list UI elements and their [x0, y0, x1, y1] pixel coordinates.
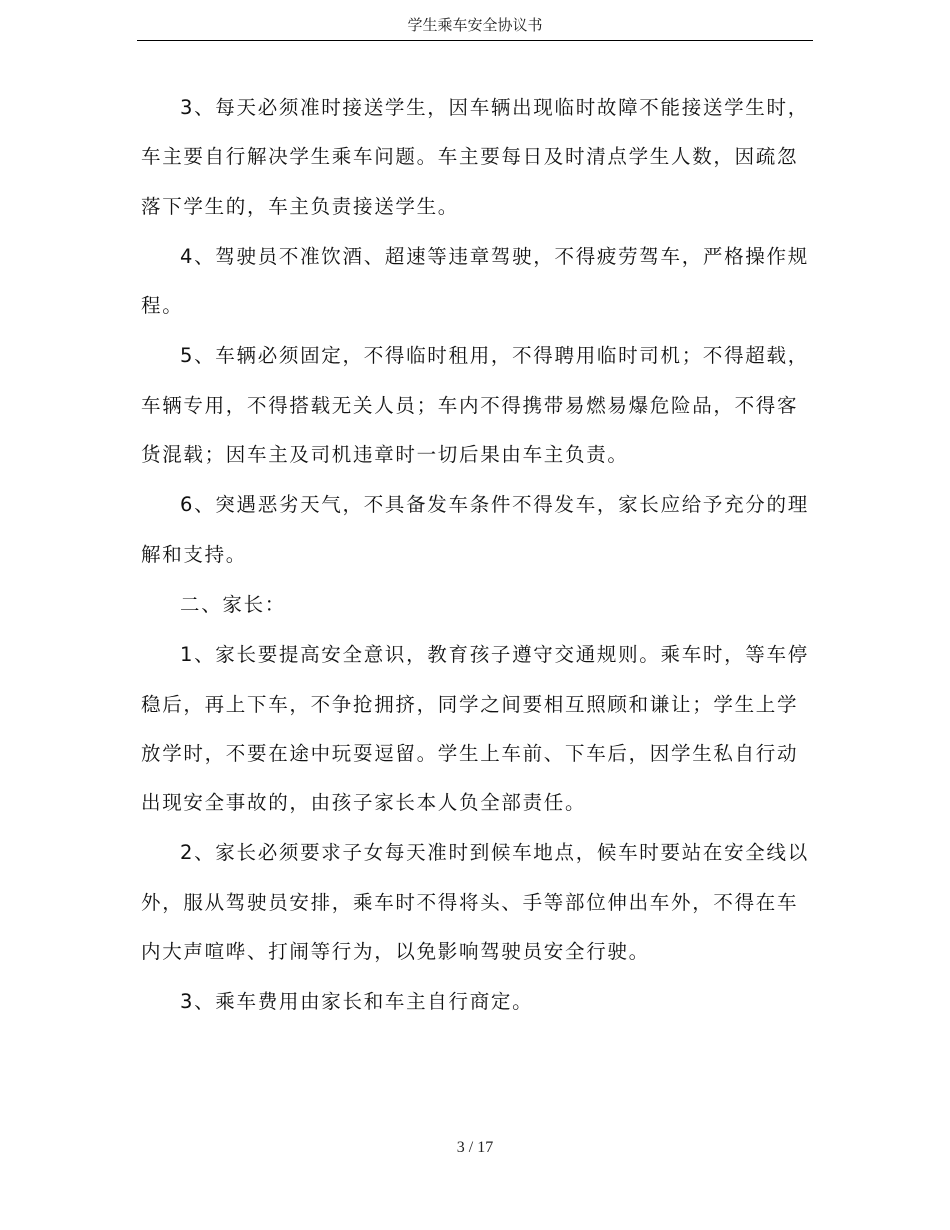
paragraph-item-4-driver-rules: 4、驾驶员不准饮酒、超速等违章驾驶，不得疲劳驾车，严格操作规程。	[141, 244, 809, 318]
header-divider	[137, 40, 813, 41]
paragraph-parents-item-2: 2、家长必须要求子女每天准时到候车地点，候车时要站在安全线以外，服从驾驶员安排，乘车时不得将头、手等部位伸出车外，不得在车内大声喧哗、打闹等行为，以免影响驾驶员安全行驶。	[141, 841, 809, 964]
paragraph-item-6-bad-weather: 6、突遇恶劣天气，不具备发车条件不得发车，家长应给予充分的理解和支持。	[141, 493, 809, 566]
page-number: 3 / 17	[456, 1139, 494, 1156]
paragraph-item-5-vehicle-rules: 5、车辆必须固定，不得临时租用，不得聘用临时司机；不得超载，车辆专用，不得搭载无关人员；车内不得携带易燃易爆危险品，不得客货混载；因车主及司机违章时一切后果由车主负责。	[141, 344, 809, 467]
section-heading-parents: 二、家长：	[180, 592, 287, 616]
paragraph-item-3-daily-pickup: 3、每天必须准时接送学生，因车辆出现临时故障不能接送学生时，车主要自行解决学生乘车问题。车主要每日及时清点学生人数，因疏忽落下学生的，车主负责接送学生。	[141, 96, 809, 218]
document-body	[141, 83, 809, 1028]
page-header-title: 学生乘车安全协议书	[407, 16, 543, 34]
paragraph-parents-item-3: 3、乘车费用由家长和车主自行商定。	[180, 990, 534, 1014]
paragraph-parents-item-1: 1、家长要提高安全意识，教育孩子遵守交通规则。乘车时，等车停稳后，再上下车，不争抢拥挤，同学之间要相互照顾和谦让；学生上学放学时，不要在途中玩耍逗留。学生上车前、下车后，因学生私自行动出现安全事故的，由孩子家长本人负全部责任。	[141, 643, 809, 815]
